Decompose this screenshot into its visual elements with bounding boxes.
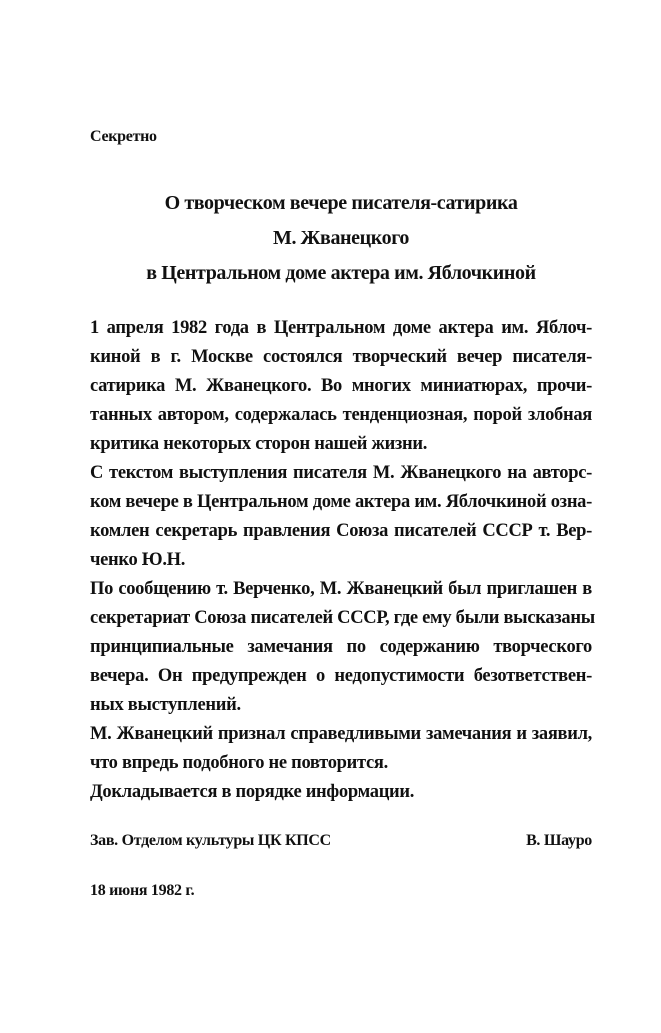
body-line: вечера. Он предупрежден о недопустимости безответствен- [90, 666, 592, 686]
body-line: принципиальные замечания по содержанию творческого [90, 637, 592, 657]
body-line: секретариат Союза писателей СССР, где ему были высказаны [90, 608, 595, 628]
title-line: М. Жванецкого [272, 227, 410, 249]
body-line: По сообщению т. Верченко, М. Жванецкий был приглашен в [90, 579, 592, 599]
body-line: ных выступлений. [90, 695, 241, 715]
signature-block [90, 832, 592, 856]
signatory-position: Зав. Отделом культуры ЦК КПСС [90, 832, 331, 849]
document-title [90, 186, 592, 291]
body-line: Докладывается в порядке информации. [90, 782, 415, 802]
signatory-name: В. Шауро [526, 832, 592, 849]
body-line: 1 апреля 1982 года в Центральном доме актера им. Яблоч- [90, 318, 592, 338]
document-body [90, 314, 595, 807]
title-line: в Центральном доме актера им. Яблочкиной [146, 262, 536, 284]
body-line: комлен секретарь правления Союза писателей СССР т. Вер- [90, 521, 592, 541]
body-line: М. Жванецкий признал справедливыми замечания и заявил, [90, 724, 592, 744]
body-line: танных автором, содержалась тенденциозная, порой злобная [90, 405, 592, 425]
document-date: 18 июня 1982 г. [90, 882, 195, 899]
body-line: ком вечере в Центральном доме актера им. Яблочкиной озна- [90, 492, 592, 512]
body-line: киной в г. Москве состоялся творческий вечер писателя- [90, 347, 592, 367]
classification-stamp: Секретно [90, 128, 157, 145]
body-line: критика некоторых сторон нашей жизни. [90, 434, 428, 454]
body-line: С текстом выступления писателя М. Жванецкого на авторс- [90, 463, 592, 483]
document-page [90, 0, 595, 1033]
body-line: ченко Ю.Н. [90, 550, 186, 570]
title-line: О творческом вечере писателя-сатирика [164, 192, 518, 214]
body-line: сатирика М. Жванецкого. Во многих миниатюрах, прочи- [90, 376, 592, 396]
body-line: что впредь подобного не повторится. [90, 753, 388, 773]
